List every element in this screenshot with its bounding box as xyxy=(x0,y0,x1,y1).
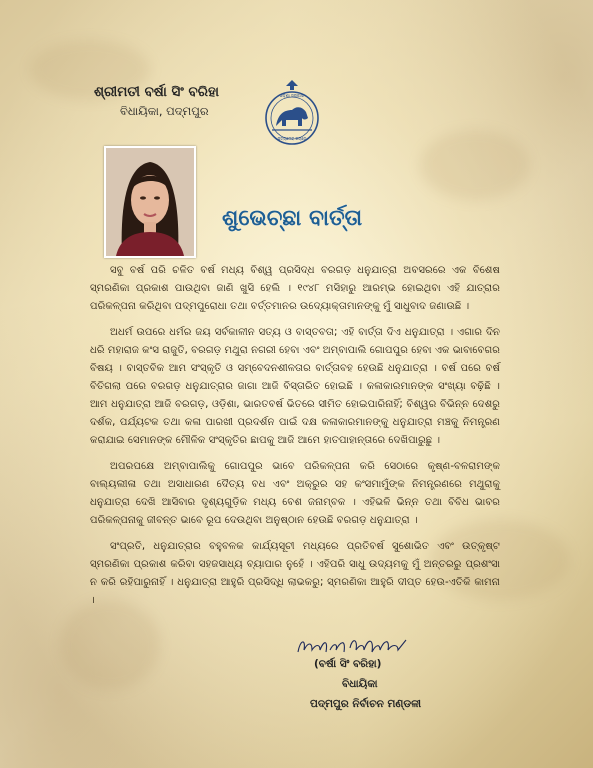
emblem-text-top: ଓଡ଼ିଶା ସରକାର xyxy=(279,93,305,98)
body-paragraph: ଅପରପକ୍ଷେ ଅମ୍ବାପାଲିକୁ ଗୋପପୁର ଭାବେ ପରିକଳ୍ପନା କରି ସେଠାରେ କୃଷ୍ଣ-ବଳରାମଙ୍କ ବାଲ୍ୟଲୀଳା ତଥା ଅସାଧାରଣ ଦୈତ୍ୟ ବଧ ଏବଂ ଅକ୍ରୁର ସହ କଂସମାମୁଁଙ୍କ ନିମନ୍ତ୍ରଣରେ ମଥୁରାକୁ ଧନୁଯାତ୍ରା ଦେଖି ଆସିବାର ଦୃଶ୍ୟଗୁଡ଼ିକ ମଧ୍ୟ ବେଶ ଜନାମ୍ବକ । ଏହିଭଳି ଭିନ୍ନ ତଥା ବିବିଧ ଭାବର ପରିକଳ୍ପନାକୁ ଜୀବନ୍ତ ଭାବେ ରୂପ ଦେଉଥିବା ଅନୁଷ୍ଠାନ ହେଉଛି ବରଗଡ଼ ଧନୁଯାତ୍ରା । xyxy=(90,461,500,526)
signatory-name: (ବର୍ଷା ସିଂ ବରିହା) xyxy=(314,658,382,670)
paper-stain xyxy=(420,130,530,200)
sender-name: ଶ୍ରୀମତୀ ବର୍ଷା ସିଂ ବରିହା xyxy=(94,84,219,100)
signatory-role: ବିଧାୟିକା xyxy=(342,678,378,690)
page-title: ଶୁଭେଚ୍ଛା ବାର୍ତ୍ତା xyxy=(222,206,363,231)
body-paragraph: ଅଧର୍ମ ଉପରେ ଧର୍ମର ଜୟ ସର୍ବକାଳୀନ ସତ୍ୟ ଓ ବାସ୍ତବତା; ଏହି ବାର୍ତ୍ତା ଦିଏ ଧନୁଯାତ୍ରା । ଏଗାର ଦିନ ଧରି ମହାରାଜ କଂସ ରାଜୁତି, ବରଗଡ଼ ମଥୁରା ନଗରୀ ହେବା ଏବଂ ଅମ୍ବାପାଲି ଗୋପପୁର ହେବା ଏକ ଭାବାବେଗର ବିଷୟ । ବାସ୍ତବିକ ଆମ ସଂସ୍କୃତି ଓ ସମ୍ବେଦନଶୀଳତାର ବାର୍ତ୍ତାବହ ହେଉଛି ଧନୁଯାତ୍ରା । ବର୍ଷ ପରେ ବର୍ଷ ବିତିଗଲା ପରେ ବରଗଡ଼ ଧନୁଯାତ୍ରାର ଜାଗା ଆଜି ବିସ୍ତାରିତ ହୋଇଛି । କଳାକାରମାନଙ୍କ ସଂଖ୍ୟା ବଢ଼ିଛି । ଆମ ଧନୁଯାତ୍ରା ଆଜି ବରଗଡ଼, ଓଡ଼ିଶା, ଭାରତବର୍ଷ ଭିତରେ ସୀମିତ ହୋଇପାରିନାହିଁ; ବିଶ୍ୱର ବିଭିନ୍ନ ଦେଶରୁ ଦର୍ଶକ, ପର୍ଯ୍ୟଟକ ତଥା କଳା ପାରଖୀ ପ୍ରଦର୍ଶନ ପାଇଁ ଦକ୍ଷ କଳାକାରମାନଙ୍କୁ ଧନୁଯାତ୍ରା ମଞ୍ଚକୁ ନିମନ୍ତ୍ରଣ କରାଯାଇ ସେମାନଙ୍କ ମୌଳିକ ସଂସ୍କୃତିର ଛାପକୁ ଆଜି ଆମେ ହାତପାହାନ୍ତାରେ ଦେଖିପାରୁଛୁ । xyxy=(90,327,500,446)
body-paragraph: ସଂପ୍ରତି, ଧନୁଯାତ୍ରାର ବହୁବଳକ କାର୍ଯ୍ୟସୂଚୀ ମଧ୍ୟରେ ପ୍ରତିବର୍ଷ ସୁଶୋଭିତ ଏବଂ ଉତ୍କୃଷ୍ଟ ସ୍ମରଣିକା ପ୍ରକାଶ କରିବା ସହଜସାଧ୍ୟ ବ୍ୟାପାର ନୁହେଁ । ଏହିପରି ସାଧୁ ଉଦ୍ୟମକୁ ମୁଁ ଅନ୍ତରରୁ ପ୍ରଶଂସା ନ କରି ରହିପାରୁନାହିଁ । ଧନୁଯାତ୍ରା ଆହୁରି ପ୍ରସିଦ୍ଧି ଲାଭକରୁ; ସ୍ମରଣିକା ଆହୁରି ଦୀପ୍ତ ହେଉ-ଏତିକି କାମନା । xyxy=(90,541,500,606)
body-paragraph: ସବୁ ବର୍ଷ ପରି ଚଳିତ ବର୍ଷ ମଧ୍ୟ ବିଶ୍ୱ ପ୍ରସିଦ୍ଧ ବରଗଡ଼ ଧନୁଯାତ୍ରା ଅବସରରେ ଏକ ବିଶେଷ ସ୍ମରଣିକା ପ୍ରକାଶ ପାଉଥିବା ଜାଣି ଖୁସି ହେଲି । ୧୯୪୮ ମସିହାରୁ ଆରମ୍ଭ ହୋଇଥିବା ଏହି ଯାତ୍ରାର ପରିକଳ୍ପନା କରିଥିବା ପଦ୍ମପୁରୋଧା ତଥା ବର୍ତ୍ତମାନର ଉଦ୍ୟୋକ୍ତାମାନଙ୍କୁ ମୁଁ ସାଧୁବାଦ ଜଣାଉଛି । xyxy=(90,265,500,312)
emblem-text-bottom: ସତ୍ୟମେବ ଜୟତେ xyxy=(277,136,307,141)
portrait-icon xyxy=(106,148,194,256)
letter-body xyxy=(90,262,500,618)
portrait-photo xyxy=(104,146,196,258)
sender-designation: ବିଧାୟିକା, ପଦ୍ମପୁର xyxy=(120,104,209,118)
handwritten-signature xyxy=(294,630,414,660)
signatory-constituency: ପଦ୍ମପୁର ନିର୍ବାଚନ ମଣ୍ଡଳୀ xyxy=(310,698,421,710)
odisha-emblem-icon xyxy=(262,80,322,148)
